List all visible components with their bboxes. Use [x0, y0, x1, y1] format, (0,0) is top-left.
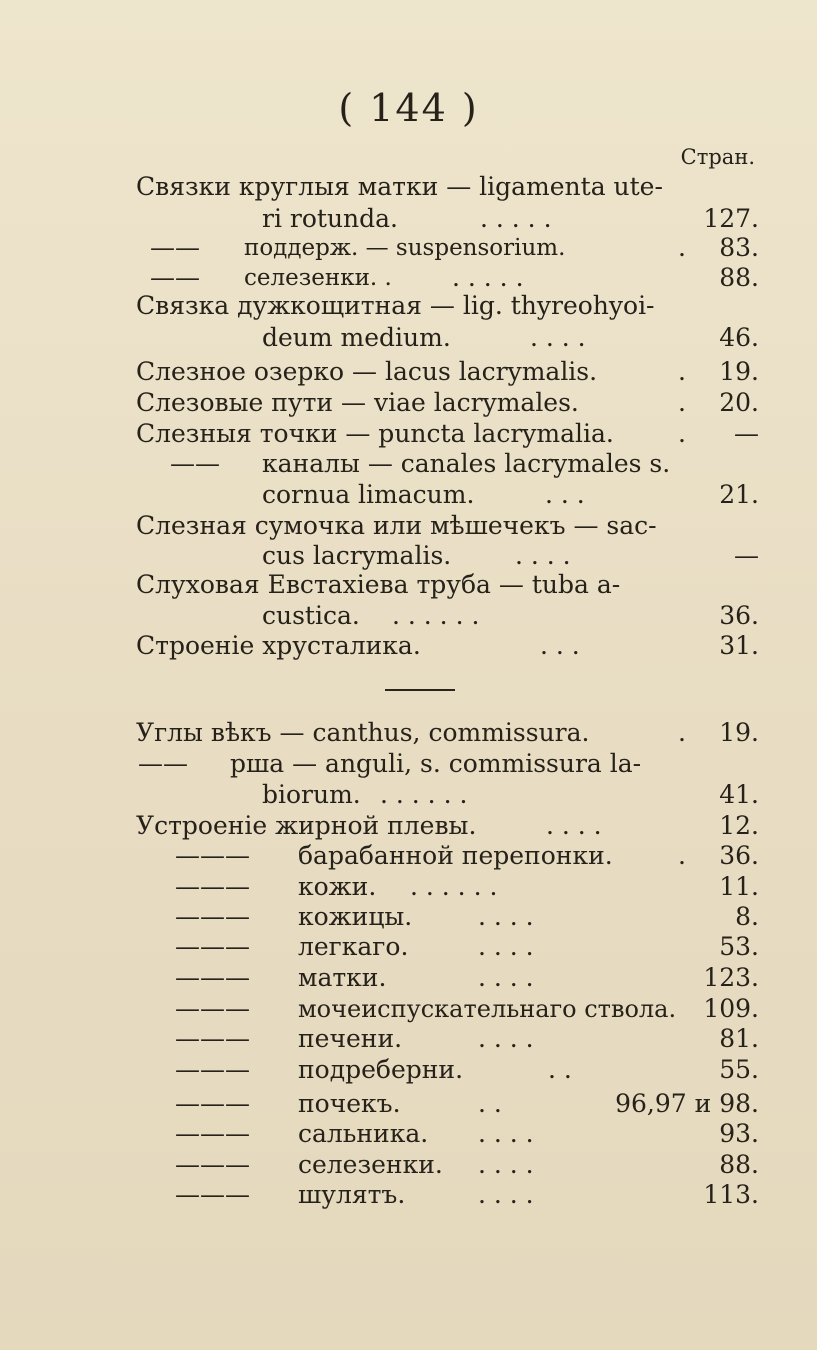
ditto-dash: ———	[175, 932, 250, 961]
index-entry-text: biorum.	[262, 780, 361, 809]
index-entry-page: 12.	[719, 811, 759, 840]
ditto-dash: ——	[150, 233, 200, 262]
index-entry-text: Слезное озерко — lacus lacrymalis.	[136, 357, 598, 386]
index-entry-page: 96,97 и 98.	[615, 1089, 759, 1118]
index-entry-page: —	[734, 541, 759, 570]
index-entry-text: печени.	[298, 1024, 403, 1053]
index-entry-text: кожи.	[298, 872, 377, 901]
index-entry-page: 113.	[703, 1180, 759, 1209]
index-entry-text: мочеиспускательнаго ствола.	[298, 995, 677, 1023]
index-entry-page: 21.	[719, 480, 759, 509]
index-entry-text: каналы — canales lacrymales s.	[262, 449, 671, 478]
index-entry-page: 88.	[719, 1150, 759, 1179]
page-column-header: Стран.	[680, 145, 755, 169]
ditto-dash: ———	[175, 1024, 250, 1053]
page-number: ( 144 )	[338, 86, 479, 130]
dot-leader: .	[678, 388, 686, 417]
index-entry-page: 109.	[703, 994, 759, 1023]
index-entry-text: легкаго.	[298, 932, 409, 961]
dot-leader: . . . .	[530, 323, 586, 352]
ditto-dash: ———	[175, 994, 250, 1023]
ditto-dash: ——	[138, 749, 188, 778]
index-entry-text: ri rotunda.	[262, 204, 398, 233]
dot-leader: . . .	[545, 480, 585, 509]
index-entry-page: 41.	[719, 780, 759, 809]
dot-leader: .	[678, 841, 686, 870]
ditto-dash: ———	[175, 902, 250, 931]
index-entry-page: 55.	[719, 1055, 759, 1084]
index-entry-text: cornua limacum.	[262, 480, 475, 509]
ditto-dash: ———	[175, 1089, 250, 1118]
index-entry-page: 123.	[703, 963, 759, 992]
index-entry-text: Слезовые пути — viae lacrymales.	[136, 388, 579, 417]
index-entry-page: 81.	[719, 1024, 759, 1053]
index-entry-page: 19.	[719, 357, 759, 386]
index-entry-page: 83.	[719, 233, 759, 262]
dot-leader: . . . .	[478, 1119, 534, 1148]
ditto-dash: ——	[150, 263, 200, 292]
dot-leader: . . . .	[515, 541, 571, 570]
dot-leader: .	[678, 419, 686, 448]
dot-leader: . . . .	[478, 963, 534, 992]
dot-leader: . . . . .	[480, 204, 552, 233]
index-entry-text: custica.	[262, 601, 360, 630]
dot-leader: . . .	[540, 631, 580, 660]
dot-leader: .	[678, 718, 686, 747]
dot-leader: . . . .	[478, 1024, 534, 1053]
ditto-dash: ———	[175, 872, 250, 901]
index-entry-text: рша — anguli, s. commissura la-	[230, 749, 642, 778]
ditto-dash: ———	[175, 1180, 250, 1209]
index-entry-page: 88.	[719, 263, 759, 292]
dot-leader: . .	[548, 1055, 572, 1084]
dot-leader: .	[678, 233, 686, 262]
index-entry-page: 36.	[719, 841, 759, 870]
index-entry-text: Слезныя точки — puncta lacrymalia.	[136, 419, 614, 448]
dot-leader: . .	[478, 1089, 502, 1118]
index-entry-page: 36.	[719, 601, 759, 630]
index-entry-text: матки.	[298, 963, 387, 992]
index-entry-text: Строеніе хрусталика.	[136, 631, 421, 660]
ditto-dash: ———	[175, 1150, 250, 1179]
index-entry-text: Углы вѣкъ — canthus, commissura.	[136, 718, 590, 747]
index-entry-text: сальника.	[298, 1119, 429, 1148]
index-entry-page: 127.	[703, 204, 759, 233]
index-entry-page: 93.	[719, 1119, 759, 1148]
index-entry-text: кожицы.	[298, 902, 413, 931]
index-entry-text: селезенки. .	[244, 265, 392, 291]
index-entry-page: 46.	[719, 323, 759, 352]
ditto-dash: ———	[175, 1055, 250, 1084]
index-entry-text: Связки круглыя матки — ligamenta ute-	[136, 172, 663, 201]
ditto-dash: ——	[170, 449, 220, 478]
dot-leader: . . . .	[478, 902, 534, 931]
index-entry-text: Слезная сумочка или мѣшечекъ — sac-	[136, 511, 657, 540]
index-entry-text: поддерж. — suspensorium.	[244, 235, 566, 261]
section-divider	[385, 689, 455, 691]
dot-leader: . . . .	[478, 1180, 534, 1209]
index-entry-page: —	[734, 419, 759, 448]
ditto-dash: ———	[175, 841, 250, 870]
index-entry-text: селезенки.	[298, 1150, 443, 1179]
index-entry-text: cus lacrymalis.	[262, 541, 452, 570]
index-entry-page: 8.	[735, 902, 759, 931]
index-entry-text: шулятъ.	[298, 1180, 406, 1209]
dot-leader: . . . .	[478, 1150, 534, 1179]
index-entry-text: подреберни.	[298, 1055, 464, 1084]
index-entry-page: 53.	[719, 932, 759, 961]
dot-leader: . . . . . .	[380, 780, 468, 809]
index-entry-text: Связка дужкощитная — lig. thyreohyoi-	[136, 291, 655, 320]
index-entry-page: 11.	[719, 872, 759, 901]
ditto-dash: ———	[175, 1119, 250, 1148]
index-entry-text: deum medium.	[262, 323, 451, 352]
dot-leader: . . . . .	[452, 263, 524, 292]
index-entry-page: 19.	[719, 718, 759, 747]
index-entry-text: барабанной перепонки.	[298, 841, 613, 870]
dot-leader: . . . . . .	[392, 601, 480, 630]
dot-leader: . . . .	[478, 932, 534, 961]
index-entry-page: 20.	[719, 388, 759, 417]
index-entry-text: Устроеніе жирной плевы.	[136, 811, 477, 840]
dot-leader: . . . . . .	[410, 872, 498, 901]
ditto-dash: ———	[175, 963, 250, 992]
dot-leader: .	[678, 357, 686, 386]
index-entry-text: Слуховая Евстахіева труба — tuba a-	[136, 570, 621, 599]
index-entry-text: почекъ.	[298, 1089, 401, 1118]
index-entry-page: 31.	[719, 631, 759, 660]
dot-leader: . . . .	[546, 811, 602, 840]
